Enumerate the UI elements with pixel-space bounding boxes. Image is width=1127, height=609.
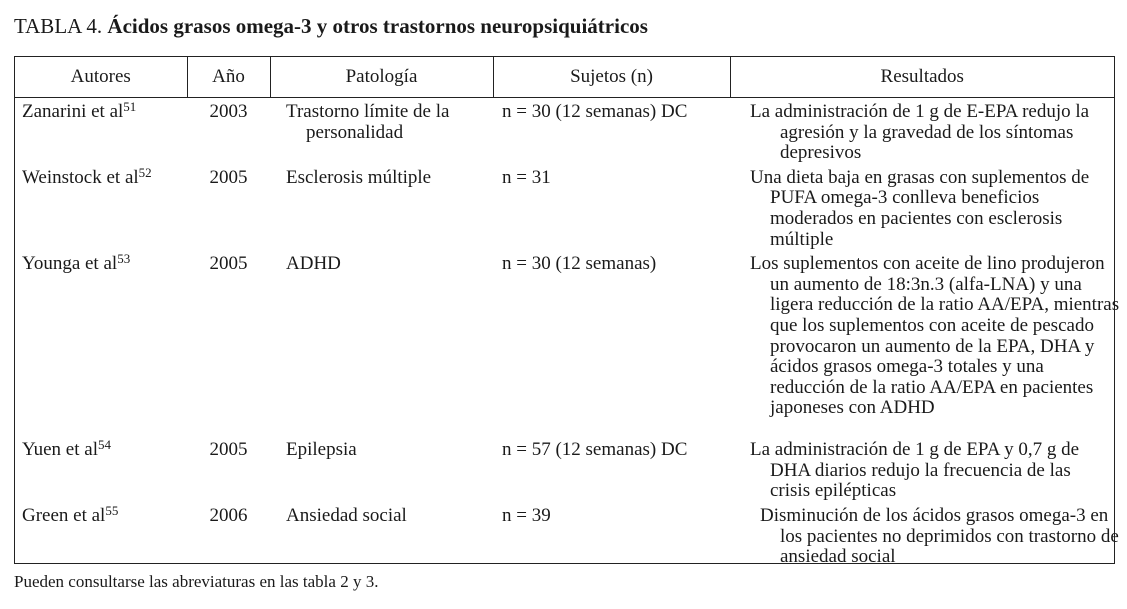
header-sujetos: Sujetos (n) bbox=[493, 57, 730, 98]
cell-results bbox=[730, 250, 1120, 436]
cell-pathology: Esclerosis múltiple bbox=[286, 166, 432, 188]
cell-author bbox=[15, 502, 187, 568]
results-text: Los suplementos con aceite de lino produjeron un aumento de 18:3n.3 (alfa-LNA) y una ligera reducción de la ratio AA/EPA, mientras que los suplementos con aceite de pescado provocaron un aumento de la EPA, DHA y ácidos grasos omega-3 totales y una reducción de la ratio AA/EPA en pacientes japoneses con ADHD bbox=[750, 253, 1120, 419]
cell-year: 2003 bbox=[209, 101, 248, 122]
results-text: Una dieta baja en grasas con suplementos de PUFA omega-3 conlleva beneficios moderados en pacientes con esclerosis múltiple bbox=[750, 166, 1090, 250]
cell-results bbox=[730, 164, 1114, 250]
header-patologia: Patología bbox=[270, 57, 493, 98]
author-name: Younga et al bbox=[22, 253, 118, 275]
data-table bbox=[15, 57, 1120, 568]
table-caption bbox=[14, 14, 648, 39]
cell-year: 2006 bbox=[209, 504, 248, 526]
results-text: Disminución de los ácidos grasos omega-3 en los pacientes no deprimidos con trastorno de ansiedad social bbox=[760, 504, 1119, 568]
table-footnote: Pueden consultarse las abreviaturas en las tabla 2 y 3. bbox=[14, 572, 379, 591]
cell-subjects: n = 30 (12 semanas) DC bbox=[502, 101, 688, 122]
cell-subjects: n = 31 bbox=[502, 166, 551, 188]
header-row bbox=[15, 57, 1114, 98]
table-row bbox=[15, 98, 1114, 164]
cell-year: 2005 bbox=[209, 253, 248, 275]
results-text: La administración de 1 g de EPA y 0,7 g de DHA diarios redujo la frecuencia de las crisis epilépticas bbox=[750, 439, 1080, 502]
cell-results bbox=[730, 436, 1114, 502]
reference-number: 53 bbox=[117, 251, 131, 267]
cell-author bbox=[15, 98, 187, 164]
reference-number: 52 bbox=[138, 164, 152, 180]
cell-subjects: n = 30 (12 semanas) bbox=[502, 253, 657, 275]
header-resultados: Resultados bbox=[730, 57, 1114, 98]
cell-author bbox=[15, 436, 187, 502]
cell-year: 2005 bbox=[209, 166, 248, 188]
cell-year: 2005 bbox=[209, 439, 248, 461]
data-table-container bbox=[14, 56, 1120, 568]
cell-author bbox=[15, 164, 187, 250]
cell-author bbox=[15, 250, 187, 436]
table-row bbox=[15, 502, 1114, 568]
table-row bbox=[15, 436, 1114, 502]
cell-results bbox=[730, 502, 1119, 568]
author-name: Yuen et al bbox=[22, 439, 98, 461]
cell-pathology bbox=[270, 98, 493, 164]
cell-subjects: n = 39 bbox=[502, 504, 551, 526]
table-row bbox=[15, 250, 1114, 436]
header-autores: Autores bbox=[15, 57, 187, 98]
reference-number: 55 bbox=[105, 502, 119, 518]
author-name: Weinstock et al bbox=[22, 166, 139, 188]
results-text: La administración de 1 g de E-EPA redujo la agresión y la gravedad de los síntomas depresivos bbox=[750, 101, 1090, 164]
cell-subjects: n = 57 (12 semanas) DC bbox=[502, 439, 688, 461]
cell-pathology: ADHD bbox=[286, 253, 341, 275]
table-number: TABLA 4. bbox=[14, 14, 103, 38]
table-title: Ácidos grasos omega-3 y otros trastornos neuropsiquiátricos bbox=[107, 14, 648, 38]
table-row bbox=[15, 164, 1114, 250]
cell-pathology: Ansiedad social bbox=[286, 504, 407, 526]
author-name: Zanarini et al bbox=[22, 101, 124, 122]
pathology-text: Trastorno límite de la personalidad bbox=[286, 101, 450, 143]
reference-number: 54 bbox=[97, 437, 111, 453]
cell-results bbox=[730, 98, 1114, 164]
author-name: Green et al bbox=[22, 504, 106, 526]
header-ano: Año bbox=[187, 57, 270, 98]
cell-pathology: Epilepsia bbox=[286, 439, 357, 461]
reference-number: 51 bbox=[123, 99, 137, 114]
